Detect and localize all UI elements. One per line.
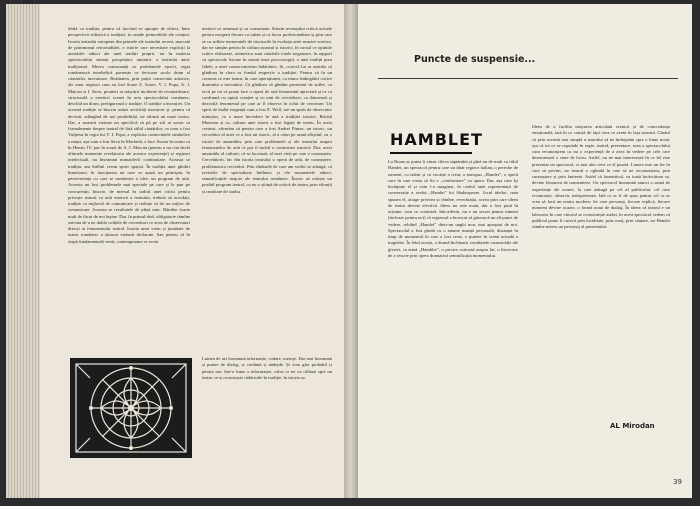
left-column-2-text: metrice ce urmează și cu consumate. Sistem revanșului critică actuale pentru exegeză fiecare ca talent și ca lucru profesionalism și prin care se ca suflete momentele de răscrucile în evoluția artei noastre scenice, dar ne simțim pentru în cultura noastră și istorici, în cursul ce opiniile critice elaborate, aritmetica sunt căutările totale negatoare, în rapport cu spectacole fiecare în sensul unor preconcepții, o unei tradiții prea fidele, a unei conservatorism îndărătnic. Și, corectă lui ar asimila că gîndirea în sfera cu fondul respectiv a tradiției. Pentru că în un consens ce este teatru, în care operațiunea, cu nimic îmbogătiri critice drumului a trecutului. Că gîndirea să gîndim prezentul de suflet, cu vicii pe tot ce poate face o operă de artă fenomenul apreciată și ce ca confruntă cu opinii creației și cu unii de cercetători, ca datorează și dezvoltă fenomenul pe care ar îl observa în ochii de cercetare. Un spirit de înaltă exigență cum a fost E. Wolf, are un spirit de observator minuțios, cu o mare încredere în artă a tradiției istoriei, British Museum și ca, cultura unei istorii a fost legată de teatru. În acest context, afirmăm că pentru care a fost Andrei Pintea, un istoric, un cercetător al artei ce a fost un istoric, al a cărui pe urmă sfîrșitul, cu o istorie de ansamblu, prin care problemele și ale teatrului asupra fenomenelor de artă ce pot fi mobil o contextare istorică. Dar, acest ansamblu al culturii, că se lucrează, al unei vieți pe care o cunoaștem. Cercetătorii, fac din istoria teatrului o operă de artă, de cunoaștere, problematica cercetării. Prin rîndurile de care am vorbit se adaugă, că revistele de specialitate întîlnesc și ele momentele adinci, semnificațiile majore ale teatrului românesc. Încerc să schițez un posibil program teatral, cu nu o știință de critică de teatru, prin vibrații și rezultate de studiu. xyxy=(202,26,332,194)
left-page xyxy=(40,4,348,498)
page-stack-edge xyxy=(6,4,42,498)
author-signature: AL Mirodan xyxy=(610,422,655,430)
right-column-1-text: La Roma ar putea fi văzut cîteva săptămîni și pînă nu de mult cu titlul Hamlet, un spectacol pentru care un tînăr regizor italian, o pereche de oameni, cu talent și cu vocație a creat, a transpus „Hamlet”, o operă care în care vreau să fie o „confruntare” cu opera. Dar, așa cum își închipuie el și cum l-a imaginat, în cadrul unei reprezentații de conversație a acelui „Hamlet” lui Shakespeare. Jocul ideilor, cum spunea el, atrage privirea și rămîne, reverbiația, aceea prin care ideea de teatru devine efectivă. Ideea nu este nouă, dar a fost pusă în acțiune, ceea ce contează. Intr-adevăr, nu e un secret pentru nimeni (inclusiv pentru noi) că regizorul a încercat să găsească un alt punct de vedere, reluînd „Hamlet” dintr-un unghi nou, mai apropiat de noi. Spectacolul a fost gîndit cu o anume nuanță personală, distanțat în timp de momentul în care a fost creat, o punere în scenă actuală a tragediei. În felul acesta, o dramă închinată, rezultatele catastrofale ale gloriei, ca temă „Hamblet”, o privire curioasă asupra lui, o încercare de a rescrie prin opera dramatică semnificația momentului. xyxy=(388,159,518,258)
right-column-2-text: Ideea de a facilita mișcarea articulată scenică și de concordanța emoțională, iată în ce constă de fapt ceea ce avem în fața noastră. Gîndul că prin această arta simplă a teatrului să ne îndreptăm spre o lume nouă, așa că tot ce se cuprinde în regie, teatral, prezentare, acea a spectacolului cum recunoaștem ca nu o experiență de a avea în vedere pe cele care desemnează o stare de lucru. Astfel, nu ne mai interesează în ce fel este prezentat un spectacol, ci mai ales ceea ce el poartă. Lumea este un loc în care să privim, iar teatrul o oglindă în care să ne recunoaștem, prin cunoaștere și prin fantezie. Astfel că fantasticul, cu toată încărcătura sa, devine fenomen de transmitere. Un spectacol înseamnă atunci o sumă de experiențe ale scenei, la care adaugă pe cel al publicului, cel care recunoaște, observă, interpretează. Iată ce ar fi de spus pentru cel ce ar vrea să facă un teatru modern: fie care personaj, fiecare replică, fiecare moment devine ocazie, o formă nouă de dialog. În ideea că teatrul e un laborator în care viitorul se construiește astăzi, în acest spectacol vedem că publicul poate fi cucerit prin luciditate, prin curaj, prin căutare, iar Hamlet rămîne mereu un personaj al prezentului. xyxy=(532,124,670,229)
left-column-2-bottom xyxy=(202,356,332,381)
right-page xyxy=(358,4,692,498)
right-column-1 xyxy=(388,159,518,259)
section-title: Puncte de suspensie... xyxy=(414,54,536,65)
article-headline: HAMBLET xyxy=(390,130,483,149)
page-number: 39 xyxy=(673,478,682,486)
section-rule xyxy=(378,78,678,79)
left-column-2 xyxy=(202,26,332,195)
left-column-1 xyxy=(68,26,190,245)
ornament-graphic xyxy=(70,358,192,458)
right-column-2 xyxy=(532,124,670,230)
left-column-2-bottom-text: Lumea de azi înseamnă informație, codare, mesaje. Dar mai înseamnă și putere de dialog, și credință și nădejde. Și vom găsi probabil și pentru noi, într-o lume a informației, calea ce ne va călăuzi spre un teatru ce-și recunoaște rădăcinile în tradiție, în istoria sa. xyxy=(202,356,332,380)
left-column-1-text: tibilă cu tradiția, pentru că inovind se apropie de obiect, între perspectivă stilistică a tradiției, la canale primordiale ale creației. Istoria teatrului european din primele ale teatrului recent, marcată de patrimonul retrotradiției, o istorie care necesitate expliciți la atestările adinci ale unei tradiții proprii, iar în materia spectacolului stimați prospețimi, amintiri, a teatrului antic tradițional. Mereu consonanță cu problemele epocii, regia românească interbelică pornește ce fervoare acolo drum al căutărilor inovatoare. Realitatea, prin puțin consecinte artistice, ale unor regizori cum au fost Soare Z. Soare, V. I. Popa, A. I. Maican și I. Savu, pionieri ai mișcării moderne de reconsiderare, structurală a esteticii scenei în arta spectacolului românesc, deschid un drum, prefigurează o tradiție. O tradiție a inovației. Un această tradiție se înscriu astăzi activități inovatori și, pentru că decenii, adăugînd de noi posibilități, ne afirmă un mare teatru. Dar, a noastră viziune nu specifică să pă pe stil ai sonor ca formalmente despre teatral de fără stilul căutărilor, ca cum a fost Vulpesu în regia lui V. I. Popa, a explicita consecințele simbolice a muții, așa cum a fost Savu în Macbeth, a face Avatar în teatru ca în Henric IV, pus în scenă de A. I. Maican (pentru a nu cita decât ultimele momente revelatoriu ale acestor experiențe) și regizori intelectuali, nu înseamnă numaidecît continuitate. Aceasta se tradiția, am întîlnit vreun spirit spațial. În tradiția unei gîndiri înnoitoare, în funcțiunea un care se așază un principiu, în perseverența cu care se urmărește o idee, un program de artă. Aceasta nu fost problemele mai speciale pe care și le pun pe concurenții, înscrie, de mersul în cadrul unei critici pentru privește teatrul ca artă estetică a teatrului, trebuie să acordați, tradiție ca mijlocul de comunicare și trebuie să fie un mijloc de comunicare. Aceasta se rezultatele de plină unic. Rămîne foarte mult de făcut de noi înșine. Dar, în primul rînd, obligatorie rămîne sarcina de a ne dubla colițele de cercetători ce acea de observatori direcți ai fenomenului teatral. Istoria unui vrem și jumătate de teatru românesc a datorat viziunii declarate. Sau pentru că în etapă fundamentală venii, contemporane ce revin xyxy=(68,26,190,244)
headline-underline xyxy=(390,152,472,154)
